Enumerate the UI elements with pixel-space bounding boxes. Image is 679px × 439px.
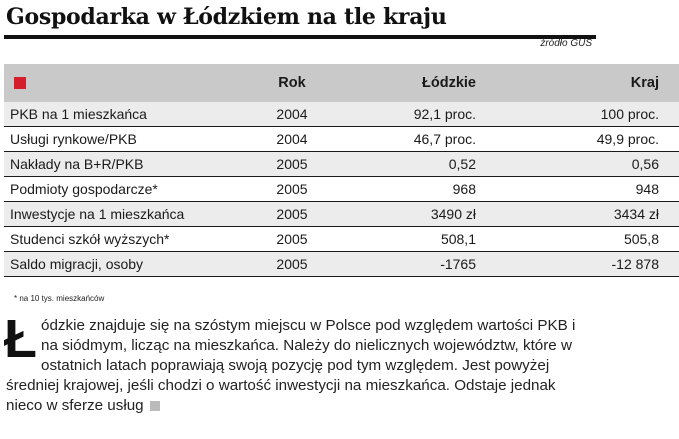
title-rule: [4, 35, 596, 39]
row-year: 2005: [276, 256, 308, 272]
table-row: [4, 227, 679, 252]
data-table: [4, 64, 679, 277]
table-row: [4, 127, 679, 152]
table-row: [4, 202, 679, 227]
row-label: Saldo migracji, osoby: [10, 256, 144, 272]
table-header-row: [4, 64, 679, 102]
row-kraj: 505,8: [623, 231, 659, 247]
header-kraj: Kraj: [630, 75, 659, 91]
row-kraj: -12 878: [611, 256, 659, 272]
article-paragraph: [4, 309, 594, 416]
header-year: Rok: [278, 75, 306, 91]
row-lodzkie: -1765: [440, 256, 476, 272]
row-lodzkie: 92,1 proc.: [413, 106, 476, 122]
row-kraj: 49,9 proc.: [596, 131, 659, 147]
table-row: [4, 102, 679, 127]
row-year: 2005: [276, 231, 308, 247]
red-square-icon: [14, 77, 26, 89]
chart-title: Gospodarka w Łódzkiem na tle kraju: [6, 4, 447, 30]
article-text: ódzkie znajduje się na szóstym miejscu w Polsce pod względem wartości PKB i na siódmym, licząc na mieszkańca. Należy do nielicznych województw, które w ostatnich latach poprawiają swoją pozycję pod tym względem. Jest powyżej średniej krajowej, jeśli chodzi o wartość inwestycji na mieszkańca. Odstaje jednak nieco w sferze usług: [6, 317, 576, 414]
row-kraj: 100 proc.: [600, 106, 659, 122]
row-kraj: 3434 zł: [613, 206, 659, 222]
header-marker-cell: [4, 64, 244, 102]
row-lodzkie: 3490 zł: [430, 206, 476, 222]
footnote: * na 10 tys. mieszkańców: [14, 294, 105, 303]
row-lodzkie: 508,1: [440, 231, 476, 247]
row-lodzkie: 46,7 proc.: [413, 131, 476, 147]
table-row: [4, 152, 679, 177]
row-kraj: 948: [635, 181, 659, 197]
header-lodzkie: Łódzkie: [422, 75, 476, 91]
row-year: 2004: [276, 106, 308, 122]
row-kraj: 0,56: [631, 156, 659, 172]
end-square-icon: [150, 401, 160, 411]
row-label: Nakłady na B+R/PKB: [10, 156, 144, 172]
row-year: 2005: [276, 181, 308, 197]
row-year: 2005: [276, 206, 308, 222]
drop-cap: Ł: [4, 309, 37, 369]
row-year: 2004: [276, 131, 308, 147]
table-row: [4, 177, 679, 202]
row-lodzkie: 0,52: [448, 156, 476, 172]
source-note: źródło GUS: [540, 38, 592, 49]
row-label: Inwestycje na 1 mieszkańca: [10, 206, 185, 222]
table-row: [4, 252, 679, 277]
row-label: Usługi rynkowe/PKB: [10, 131, 137, 147]
row-lodzkie: 968: [452, 181, 476, 197]
row-year: 2005: [276, 156, 308, 172]
row-label: PKB na 1 mieszkańca: [10, 106, 147, 122]
row-label: Podmioty gospodarcze*: [10, 181, 158, 197]
row-label: Studenci szkół wyższych*: [10, 231, 170, 247]
